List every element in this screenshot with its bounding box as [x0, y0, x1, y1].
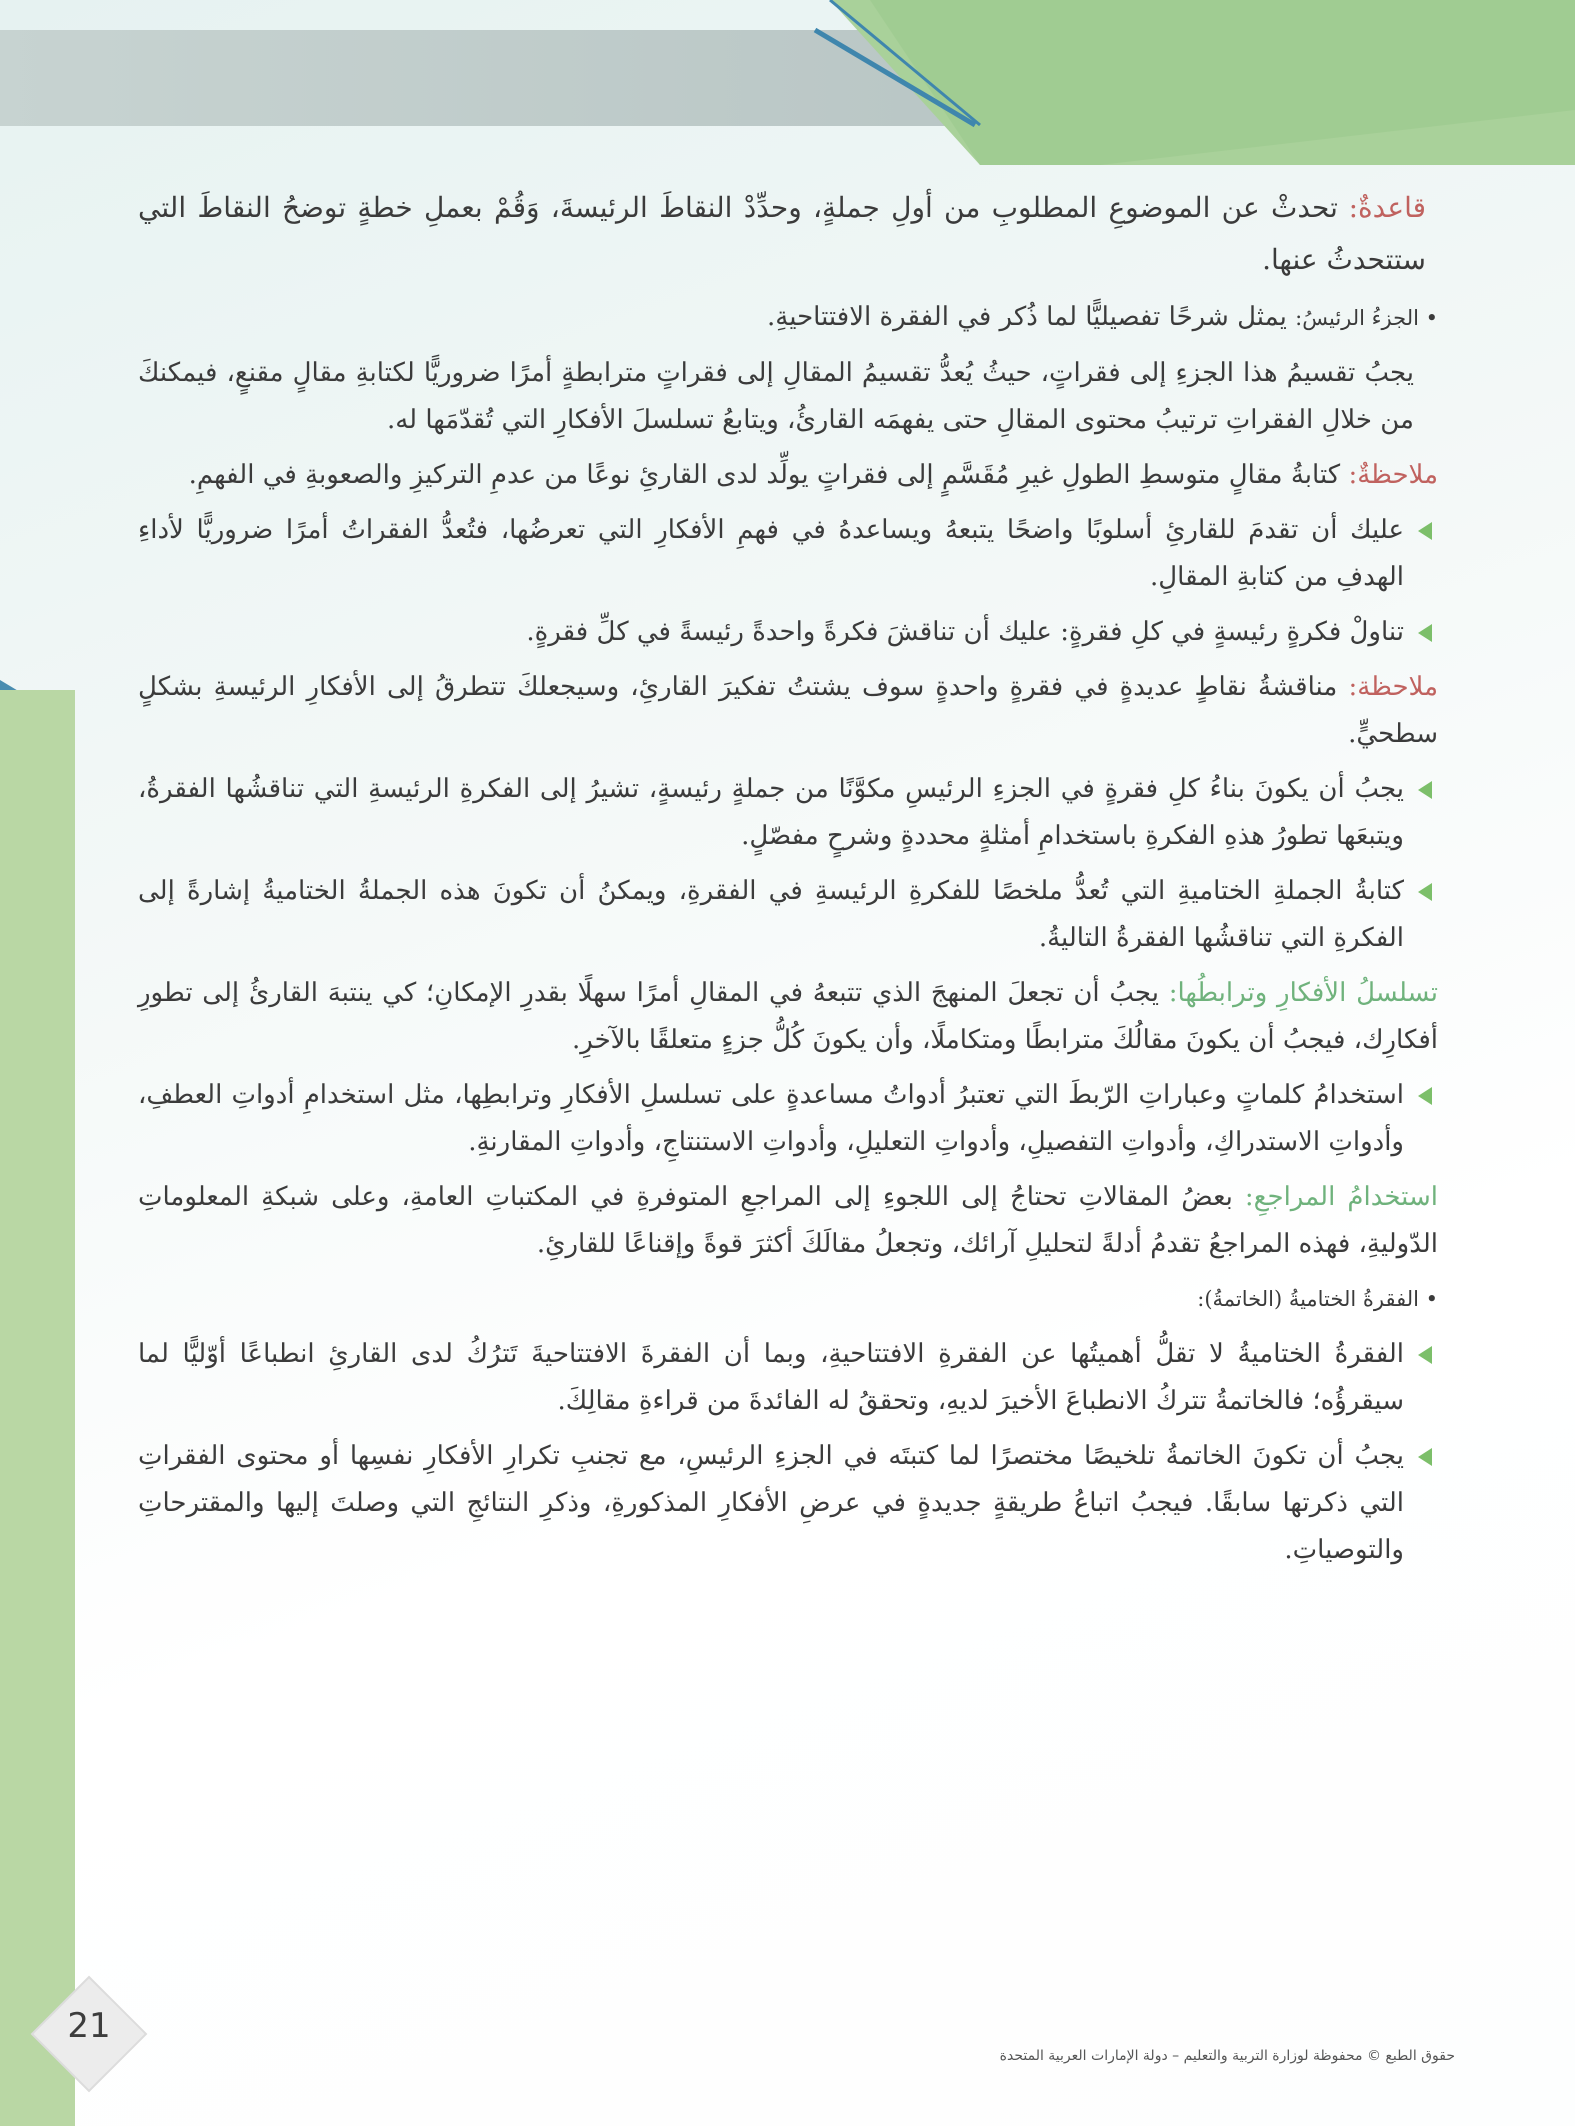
rule-text: تحدثْ عن الموضوعِ المطلوبِ من أولِ جملةٍ، وحدِّدْ النقاطَ الرئيسةَ، وَقُمْ بعملِ خطةٍ توضحُ النقاطَ التي ستتحدثُ عنها.	[138, 191, 1426, 276]
side-strip	[0, 690, 75, 2126]
main-part-description: يمثل شرحًا تفصيليًّا لما ذُكر في الفقرة الافتتاحيةِ.	[767, 302, 1287, 332]
conclusion-heading: • الفقرةُ الختاميةُ (الخاتمةُ):	[1197, 1287, 1438, 1311]
references-text: بعضُ المقالاتِ تحتاجُ إلى اللجوءِ إلى المراجعِ المتوفرةِ في المكتباتِ العامةِ، وعلى شبكةِ المعلوماتِ الدّوليةِ، فهذه المراجعُ تقدمُ أدلةً لتحليلِ آرائك، وتجعلُ مقالَكَ أكثرَ قوةً وإقناعًا للقارئِ.	[138, 1182, 1438, 1259]
note-2	[138, 664, 1438, 758]
sequence-text: يجبُ أن تجعلَ المنهجَ الذي تتبعهُ في المقالِ أمرًا سهلًا بقدرِ الإمكانِ؛ كي ينتبهَ القارئُ إلى تطورِ أفكارِك، فيجبُ أن يكونَ مقالُكَ مترابطًا ومتكاملًا، وأن يكونَ كُلُّ جزءٍ متعلقًا بالآخرِ.	[138, 978, 1438, 1055]
rule-box	[138, 182, 1438, 286]
page-number: 21	[67, 2006, 111, 2046]
list-item-text: عليك أن تقدمَ للقارئِ أسلوبًا واضحًا يتبعهُ ويساعدهُ في فهمِ الأفكارِ التي تعرضُها، فتُعدُّ الفقراتُ أمرًا ضروريًّا لأداءِ الهدفِ من كتابةِ المقالِ.	[138, 515, 1404, 592]
triangle-bullet-icon	[1418, 522, 1432, 540]
note-2-text: مناقشةُ نقاطٍ عديدةٍ في فقرةٍ واحدةٍ سوف يشتتُ تفكيرَ القارئِ، وسيجعلكَ تتطرقُ إلى الأفكارِ الرئيسةِ بشكلٍ سطحيٍّ.	[138, 672, 1438, 749]
rule-label: قاعدةٌ:	[1348, 191, 1426, 224]
references-label: استخدامُ المراجعِ:	[1244, 1182, 1438, 1212]
list-item	[138, 1433, 1438, 1574]
sequence-paragraph	[138, 970, 1438, 1064]
main-part-heading	[138, 294, 1438, 342]
triangle-bullet-icon	[1418, 1087, 1432, 1105]
triangle-bullet-icon	[1418, 781, 1432, 799]
header-decoration	[0, 0, 1575, 165]
list-item	[138, 609, 1438, 656]
note-2-label: ملاحظة:	[1348, 672, 1438, 702]
copyright-footer: حقوق الطبع © محفوظة لوزارة التربية والتعليم – دولة الإمارات العربية المتحدة	[999, 2048, 1455, 2064]
triangle-bullet-icon	[1418, 1448, 1432, 1466]
list-item-text: استخدامُ كلماتٍ وعباراتِ الرّبطَ التي تعتبرُ أدواتُ مساعدةٍ على تسلسلِ الأفكارِ وترابطِها، مثل استخدامِ أدواتِ العطفِ، وأدواتِ الاستدراكِ، وأدواتِ التفصيلِ، وأدواتِ التعليلِ، وأدواتِ الاستنتاجِ، وأدواتِ المقارنةِ.	[138, 1080, 1404, 1157]
triangle-bullet-icon	[1418, 1346, 1432, 1364]
list-item-text: يجبُ أن تكونَ الخاتمةُ تلخيصًا مختصرًا لما كتبتَه في الجزءِ الرئيسِ، مع تجنبِ تكرارِ الأفكارِ نفسِها أو محتوى الفقراتِ التي ذكرتها سابقًا. فيجبُ اتباعُ طريقةٍ جديدةٍ في عرضِ الأفكارِ المذكورةِ، وذكرِ النتائجِ التي وصلتَ إليها والمقترحاتِ والتوصياتِ.	[138, 1441, 1404, 1565]
list-item-text: يجبُ أن يكونَ بناءُ كلِ فقرةٍ في الجزءِ الرئيسِ مكوَّنًا من جملةٍ رئيسةٍ، تشيرُ إلى الفكرةِ الرئيسةِ التي تناقشُها الفقرةُ، ويتبعَها تطورُ هذهِ الفكرةِ باستخدامِ أمثلةٍ محددةٍ وشرحٍ مفصّلٍ.	[138, 774, 1404, 851]
main-content	[138, 182, 1438, 1582]
references-paragraph	[138, 1174, 1438, 1268]
list-item	[138, 1072, 1438, 1166]
main-part-label: • الجزءُ الرئيسُ:	[1295, 306, 1438, 330]
list-item-text: تناولْ فكرةٍ رئيسةٍ في كلِ فقرةٍ: عليك أن تناقشَ فكرةً واحدةً رئيسةً في كلِّ فقرةٍ.	[526, 617, 1404, 647]
list-item	[138, 868, 1438, 962]
note-1-text: كتابةُ مقالٍ متوسطِ الطولِ غيرِ مُقَسَّمٍ إلى فقراتٍ يولِّد لدى القارئِ نوعًا من عدمِ التركيزِ والصعوبةِ في الفهمِ.	[188, 460, 1341, 490]
list-item-text: الفقرةُ الختاميةُ لا تقلُّ أهميتُها عن الفقرةِ الافتتاحيةِ، وبما أن الفقرةَ الافتتاحيةَ تَترُكُ لدى القارئِ انطباعًا أوّليًّا لما سيقرؤُه؛ فالخاتمةُ تتركُ الانطباعَ الأخيرَ لديهِ، وتحققُ له الفائدةَ من قراءةِ مقالِكَ.	[138, 1339, 1404, 1416]
list-item	[138, 1331, 1438, 1425]
list-item	[138, 507, 1438, 601]
triangle-bullet-icon	[1418, 624, 1432, 642]
sequence-label: تسلسلُ الأفكارِ وترابطُها:	[1168, 978, 1438, 1008]
list-item-text: كتابةُ الجملةِ الختاميةِ التي تُعدُّ ملخصًا للفكرةِ الرئيسةِ في الفقرةِ، ويمكنُ أن تكونَ هذه الجملةُ الختاميةُ إشارةً إلى الفكرةِ التي تناقشُها الفقرةُ التاليةُ.	[138, 876, 1404, 953]
note-1-label: ملاحظةٌ:	[1348, 460, 1438, 490]
main-part-paragraph: يجبُ تقسيمُ هذا الجزءِ إلى فقراتٍ، حيثُ يُعدُّ تقسيمُ المقالِ إلى فقراتٍ مترابطةٍ أمرًا ضروريًّا لكتابةِ مقالٍ مقنعٍ، فيمكنكَ من خلالِ الفقراتِ ترتيبُ محتوى المقالِ حتى يفهمَه القارئُ، ويتابعُ تسلسلَ الأفكارِ التي تُقدّمَها له.	[138, 358, 1414, 435]
triangle-bullet-icon	[1418, 883, 1432, 901]
list-item	[138, 766, 1438, 860]
note-1	[138, 452, 1438, 499]
